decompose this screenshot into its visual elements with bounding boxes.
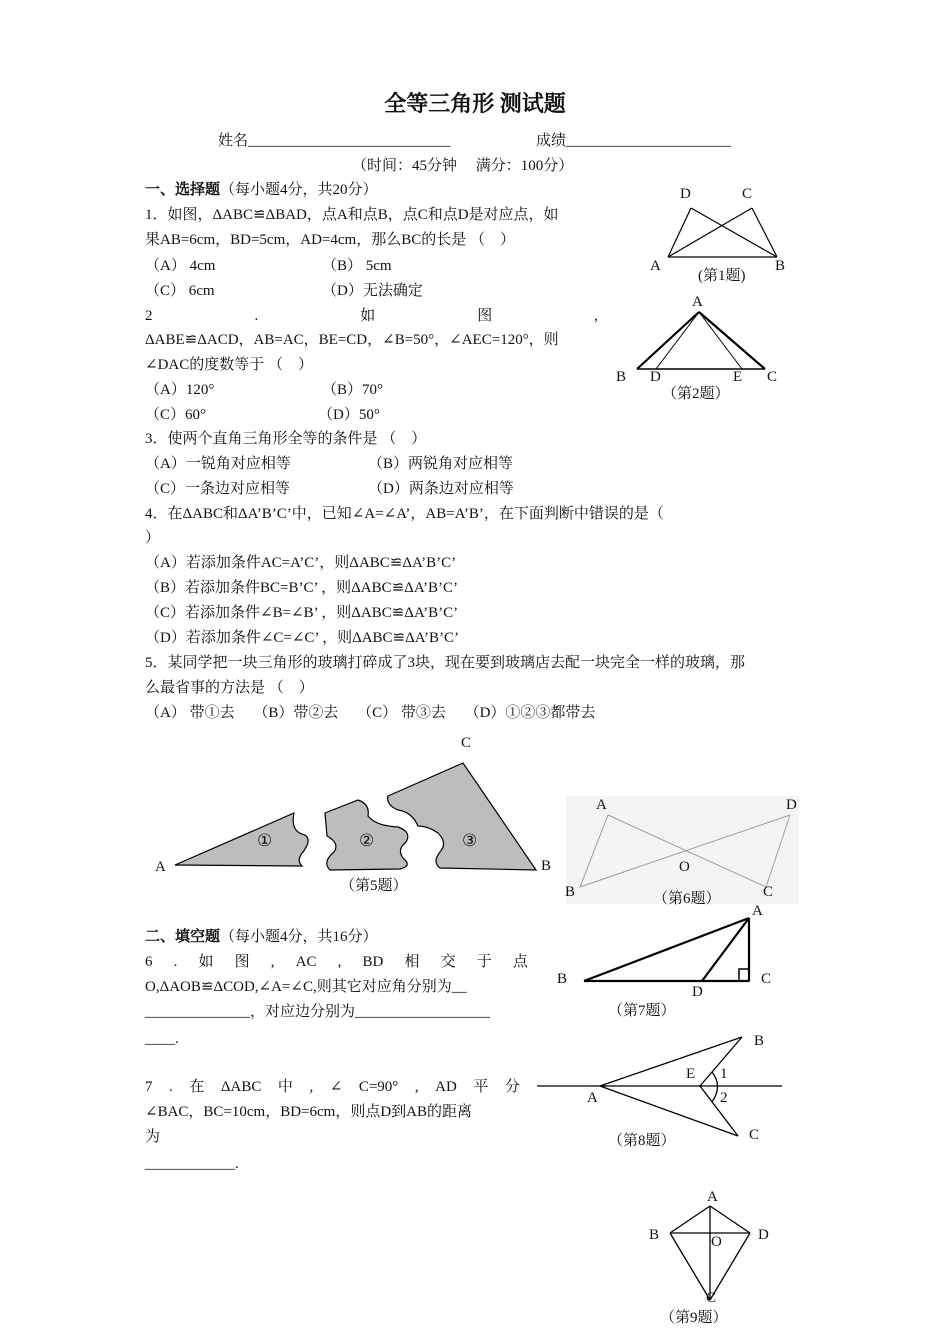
q3-option-d: （D）两条边对应相等 [368,481,514,497]
fig5-label-c: C [461,735,472,751]
q7-word: , [414,1079,419,1095]
fig9-label-b: B [649,1227,660,1243]
fig7-label-c: C [761,971,772,987]
fig5-label-a: A [155,859,166,875]
section1-note: （每小题4分，共20分） [220,182,378,198]
fig2-label-a: A [692,294,703,310]
q7-word: 在 [189,1079,205,1095]
q7-word: ∠ [329,1079,343,1095]
q2-line3: ∠DAC的度数等于 （ ） [145,357,313,373]
q7-word: 中 [277,1079,293,1095]
q7-word: ΔABC [220,1079,262,1095]
fig6-caption: （第6题） [653,891,721,907]
q2-word: 2 [145,308,153,324]
q6-word: . [173,954,178,970]
q6-word: BD [362,954,384,970]
page-title: 全等三角形 测试题 [384,91,566,116]
fig5-caption: （第5题） [340,878,408,894]
q2-word: , [594,308,598,324]
fig9-label-d: D [758,1227,769,1243]
q3-option-c: （C）一条边对应相等 [145,481,291,497]
q4-option-d: （D）若添加条件∠C=∠C’ ，则ΔABC≌ΔA’B’C’ [145,630,459,646]
section1-heading: 一、选择题 [145,182,221,198]
q7-word: 分 [504,1079,520,1095]
q4-option-c: （C）若添加条件∠B=∠B’ ，则ΔABC≌ΔA’B’C’ [145,605,459,621]
fig6-label-a: A [596,797,607,813]
fig5-piece-2: ② [359,831,375,850]
q1-option-a: （A） 4cm [145,258,216,274]
q3-option-a: （A）一锐角对应相等 [145,456,291,472]
q7-line4[interactable]: ____________. [145,1156,239,1172]
q7-line3: 为 [145,1129,161,1145]
q1-option-c: （C） 6cm [145,283,215,299]
q4-option-b: （B）若添加条件BC=B’C’ ，则ΔABC≌ΔA’B’C’ [145,580,458,596]
q6-word: , [337,954,342,970]
q6-word: 相 [404,954,420,970]
q6-word: 于 [476,954,492,970]
q7-word: , [309,1079,314,1095]
q5-line1: 5．某同学把一块三角形的玻璃打碎成了3块，现在要到玻璃店去配一块完全一样的玻璃，那 [145,655,746,671]
q7-word: C=90° [358,1079,399,1095]
fig6-label-b: B [565,884,576,900]
q7-word: . [169,1079,173,1095]
q1-line2: 果AB=6cm，BD=5cm，AD=4cm，那么BC的长是 （ ） [145,232,515,248]
fig5-piece-3: ③ [462,831,478,850]
q6-word: , [270,954,275,970]
q6-word: 图 [234,954,250,970]
fig1-caption: (第1题) [698,268,746,284]
fig9-label-o: O [711,1234,722,1250]
fig8-label-a: A [587,1090,598,1106]
q7-word: 7 [145,1079,153,1095]
fig9-label-a: A [707,1189,718,1205]
q7-word: AD [435,1079,457,1095]
fig2-caption: （第2题） [662,386,730,402]
fig7-label-b: B [557,971,568,987]
fig1-label-b: B [775,258,786,274]
q6-word: AC [295,954,317,970]
fig2-label-d: D [650,369,661,385]
section2-note: （每小题4分，共16分） [220,929,378,945]
q6-word: 点 [512,954,528,970]
q7-line2: ∠BAC，BC=10cm，BD=6cm，则点D到AB的距离 [145,1104,472,1120]
q2-option-b: （B）70° [322,382,384,398]
time-info: （时间：45分钟 满分：100分） [352,158,574,174]
q1-option-d: （D）无法确定 [322,283,423,299]
q6-line2: O,ΔAOB≌ΔCOD,∠A=∠C,则其它对应角分别为__ [145,979,467,995]
fig2-label-e: E [733,369,743,385]
q6-word: 交 [440,954,456,970]
fig9-label-c: C [706,1290,717,1306]
fig2-label-b: B [616,369,627,385]
q2-option-c: （C）60° [145,407,207,423]
fig2-label-c: C [767,369,778,385]
name-field[interactable]: 姓名___________________________ [218,133,451,149]
fig6-label-c: C [763,884,774,900]
fig6-label-o: O [679,859,690,875]
q6-word: 如 [198,954,214,970]
fig8-label-2: 2 [720,1090,728,1106]
q2-option-a: （A）120° [145,382,215,398]
fig8-label-e: E [686,1066,696,1082]
fig1-label-d: D [680,186,691,202]
fig8-label-c: C [749,1127,760,1143]
q3-option-b: （B）两锐角对应相等 [368,456,514,472]
q2-word: 如 [360,308,376,324]
q2-line2: ΔABE≌ΔACD，AB=AC，BE=CD，∠B=50°，∠AEC=120°，则 [145,332,559,348]
fig8-label-b: B [754,1033,765,1049]
q6-line4[interactable]: ____. [145,1031,179,1047]
q4-line2: ） [145,530,161,546]
q1-line1: 1．如图，ΔABC≌ΔBAD，点A和点B，点C和点D是对应点，如 [145,207,559,223]
section2-heading: 二、填空题 [145,929,221,945]
q5-options: （A） 带①去 （B）带②去 （C） 带③去 （D）①②③都带去 [145,705,596,721]
fig1-label-a: A [650,258,661,274]
fig5-label-b: B [541,858,552,874]
q6-word: 6 [145,954,153,970]
q6-line3[interactable]: ______________，对应边分别为__________________ [145,1004,491,1020]
q3-line1: 3．使两个直角三角形全等的条件是 （ ） [145,431,427,447]
score-field[interactable]: 成绩______________________ [536,133,732,149]
fig7-label-d: D [692,984,703,1000]
fig6-label-d: D [786,797,797,813]
q1-option-b: （B） 5cm [322,258,392,274]
fig7-label-a: A [752,903,763,919]
fig8-caption: （第8题） [608,1133,676,1149]
fig5-piece-1: ① [257,831,273,850]
q2-word: . [254,308,259,324]
q2-option-d: （D）50° [318,407,380,423]
q4-option-a: （A）若添加条件AC=A’C’，则ΔABC≌ΔA’B’C’ [145,555,457,571]
fig1-label-c: C [742,186,753,202]
q7-word: 平 [473,1079,489,1095]
q5-line2: 么最省事的方法是 （ ） [145,680,314,696]
fig9-caption: （第9题） [660,1310,728,1326]
q4-line1: 4．在ΔABC和ΔA’B’C’中，已知∠A=∠A’，AB=A’B’，在下面判断中错误的是（ [145,506,664,522]
fig8-label-1: 1 [720,1066,728,1082]
q2-word: 图 [477,308,493,324]
fig7-caption: （第7题） [608,1003,676,1019]
